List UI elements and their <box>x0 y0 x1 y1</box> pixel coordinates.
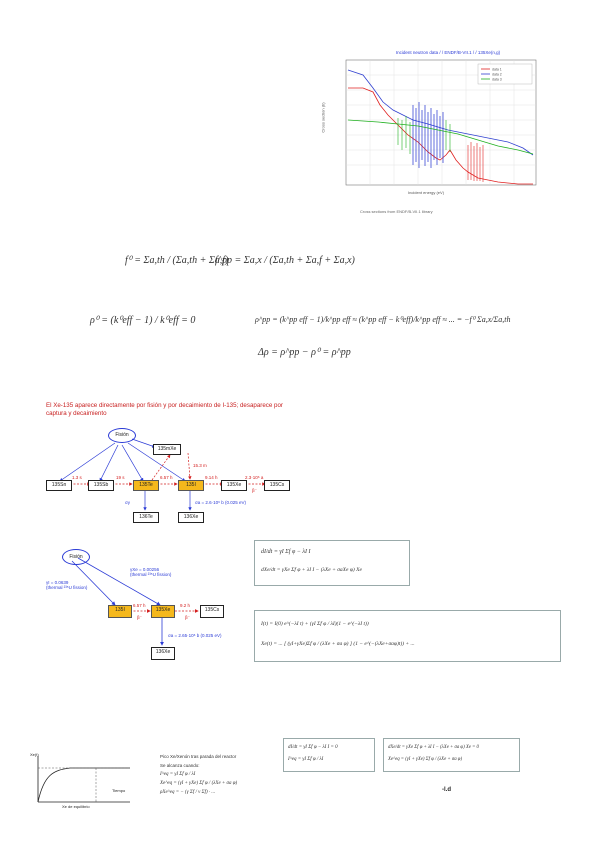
label-e: 2.3·10⁶ a <box>245 475 264 480</box>
node-135Sn: 135Sn <box>46 480 72 491</box>
gamma-xe: γXe = 0.00256 (thermal ²³⁵U fission) <box>130 567 172 577</box>
bottom-notes: Pico Xe/Xenón tras parada del reactor Se alcanza cuando: I^eq = γI Σf φ / λI Xe^eq = (γI + γXe) Σf φ / (λXe + σa φ) ρXe^eq = − (γ Σf / ν Σf) · ... <box>160 754 238 795</box>
node-top: 135mXe <box>153 444 181 455</box>
node-135I: 135I <box>178 480 204 491</box>
legend-item: data 1 <box>492 67 502 72</box>
label-ann: σa = 2.6·10⁶ b (0.025 eV) <box>195 500 247 505</box>
node2-135Cs: 135Cs <box>200 605 224 618</box>
legend-item: data 2 <box>492 72 502 77</box>
label-a: 1.3 s <box>72 475 82 480</box>
eq-box-4: dXe/dt = γXe Σf φ + λI I − (λXe + σa φ) Xe = 0 Xe^eq = (γI + γXe) Σf φ / (λXe + σa φ) <box>383 738 520 772</box>
label-cap1: σγ <box>125 500 131 505</box>
label2-b2: β⁻ <box>185 615 190 620</box>
label-b: 19 s <box>116 475 125 480</box>
decay-diagram-1 <box>40 425 310 540</box>
label2-b1: β⁻ <box>137 615 142 620</box>
node-136Te: 136Te <box>133 512 159 523</box>
eq-box-1: dI/dt = γI Σf φ − λI I dXe/dt = γXe Σf φ + λI I − (λXe + σaXe φ) Xe <box>254 540 410 586</box>
eq-f0: f⁰ = Σa,th / (Σa,th + Σa,f) <box>125 255 229 266</box>
cross-section-chart <box>318 50 543 200</box>
fission-node: Fisión <box>108 428 136 443</box>
label-g: β⁻ <box>252 488 257 493</box>
xe-plot-x: Tiempo <box>112 788 126 793</box>
xe-plot <box>30 752 135 812</box>
fission-node-2: Fisión <box>62 549 90 565</box>
eq-fpp: f^pp = Σa,x / (Σa,th + Σa,f + Σa,x) <box>215 255 355 266</box>
node-136Xe: 136Xe <box>178 512 204 523</box>
node-135Xe: 135Xe <box>221 480 247 491</box>
chart-caption: Cross sections from ENDF/B-VII.1 library <box>360 209 433 214</box>
gamma-i: γI = 0.0639 (thermal ²³⁵U fission) <box>46 580 88 590</box>
node2-136Xe: 136Xe <box>151 647 175 660</box>
label-d: 9.14 h <box>205 475 218 480</box>
label-f: 15.3 m <box>193 463 207 468</box>
xe-plot-y: Xe(t) <box>30 752 39 757</box>
node-135Cs: 135Cs <box>264 480 290 491</box>
chart-plot <box>318 50 543 200</box>
eq-drho: Δρ = ρ^pp − ρ⁰ = ρ^pp <box>258 347 351 358</box>
chart-title: Incident neutron data / / ENDF/B-VII.1 / / 135Xe(n,g) <box>395 50 501 55</box>
eq-box-2: I(t) = I(0) e^(−λI t) + (γI Σf φ / λI)(1 − e^(−λI t)) Xe(t) = ... [ (γI+γXe)Σf φ / (λXe + σa φ) ] (1 − e^(−(λXe+σaφ)t)) + ... <box>254 610 561 662</box>
node2-135I: 135I <box>108 605 132 618</box>
legend-item: data 3 <box>492 77 502 82</box>
chart-xlabel: Incident energy (eV) <box>408 190 445 195</box>
end-mark: -l.d <box>442 787 451 793</box>
label-c: 6.57 h <box>160 475 173 480</box>
xe-plot-caption: Xe de equilibrio <box>62 804 90 809</box>
label2-t1: 6.57 h <box>133 603 146 608</box>
node-135Te: 135Te <box>133 480 159 491</box>
label2-t2: 9.2 h <box>180 603 191 608</box>
intro-text: El Xe-135 aparece directamente por fisión y por decaimiento de I-135; desaparece por captura y decaimiento <box>46 402 283 417</box>
chart-ylabel: Cross section (b) <box>320 102 326 133</box>
node2-135Xe: 135Xe <box>151 605 175 618</box>
decay-diagram-2 <box>40 545 260 665</box>
eq-rho0: ρ⁰ = (k⁰eff − 1) / k⁰eff = 0 <box>90 315 196 326</box>
eq-rhopp: ρ^pp = (k^pp eff − 1)/k^pp eff ≈ (k^pp eff − k⁰eff)/k^pp eff ≈ ... = −f⁰ Σa,x/Σa,th <box>255 315 511 324</box>
label2-cap: σa = 2.65·10⁶ b (0.025 eV) <box>168 633 222 638</box>
eq-box-3: dI/dt = γI Σf φ − λI I = 0 I^eq = γI Σf φ / λI <box>283 738 375 772</box>
node-135Sb: 135Sb <box>88 480 114 491</box>
